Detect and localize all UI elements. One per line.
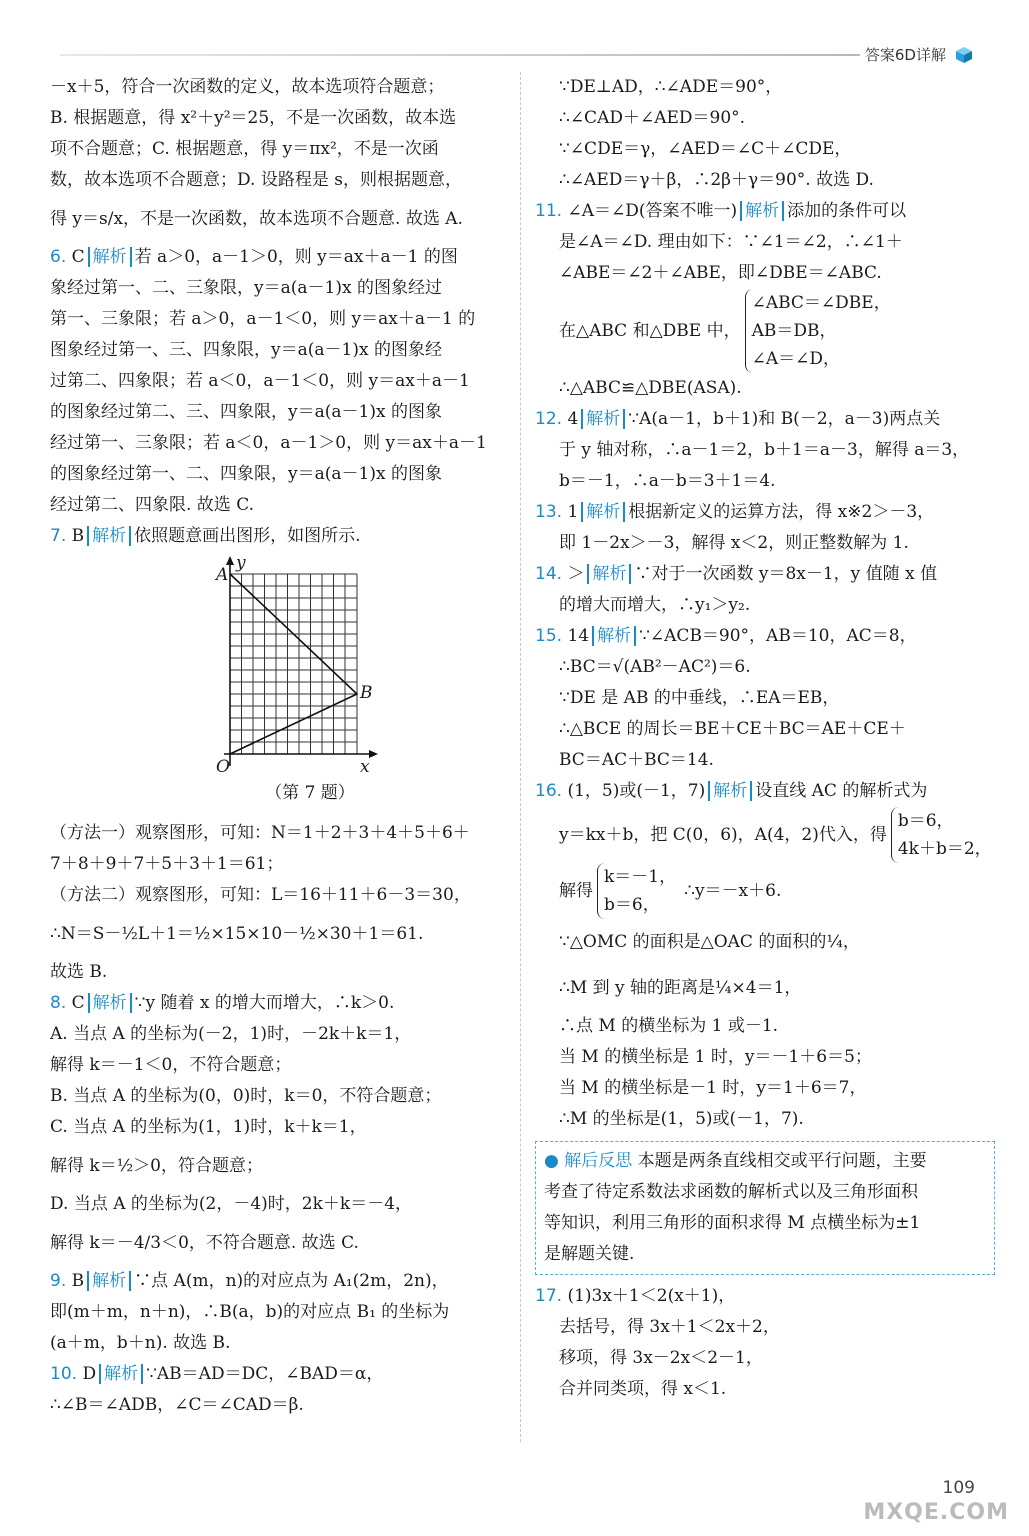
- watermark: MXQE.COM: [863, 1500, 1009, 1525]
- question-number: 11.: [535, 201, 563, 221]
- text-line: B. 当点 A 的坐标为(0，0)时，k＝0，不符合题意；: [50, 1086, 442, 1106]
- label-y: y: [236, 553, 246, 573]
- question-13: [535, 497, 995, 528]
- analysis-tag: 解析: [581, 409, 625, 429]
- question-8: [50, 988, 512, 1019]
- text-line: 的图象经过第二、三、四象限，y＝a(a－1)x 的图象: [50, 402, 442, 422]
- text-line: 项不合题意；C. 根据题意，得 y＝πx²，不是一次函: [50, 139, 439, 159]
- answer: D: [82, 1364, 97, 1384]
- text: ∵A(a－1，b＋1)和 B(－2，a－3)两点关: [628, 409, 941, 429]
- question-15: [535, 621, 995, 652]
- text-line: 当 M 的横坐标是－1 时，y＝1＋6＝7，: [559, 1078, 867, 1098]
- text-line: BC＝AC＋BC＝14.: [559, 750, 714, 770]
- system-brace: [745, 289, 891, 373]
- header-rule: [60, 54, 860, 56]
- question-number: 7.: [50, 526, 67, 546]
- text: ∵∠ACB＝90°，AB＝10，AC＝8，: [639, 626, 917, 646]
- text-line: 合并同类项，得 x＜1.: [559, 1379, 727, 1399]
- eq: AB＝DB，: [751, 321, 837, 341]
- text-line: 7＋8＋9＋7＋5＋3＋1＝61；: [50, 854, 284, 874]
- analysis-tag: 解析: [592, 626, 636, 646]
- text: y＝kx＋b，把 C(0，6)，A(4，2)代入，得: [559, 824, 887, 845]
- text-line: 数，故本选项不合题意；D. 设路程是 s，则根据题意，: [50, 170, 462, 190]
- grid-figure: [210, 556, 550, 796]
- text-line: 解得 k＝－4/3＜0，不符合题意. 故选 C.: [50, 1233, 359, 1253]
- text-line: ∴△BCE 的周长＝BE＋CE＋BC＝AE＋CE＋: [559, 719, 906, 739]
- analysis-tag: 解析: [87, 526, 131, 546]
- text-line: 过第二、四象限；若 a＜0，a－1＜0，则 y＝ax＋a－1: [50, 371, 470, 391]
- text-line: ∵△OMC 的面积是△OAC 的面积的¼，: [559, 932, 860, 952]
- question-number: 6.: [50, 247, 67, 267]
- text: 本题是两条直线相交或平行问题，主要: [637, 1151, 927, 1171]
- text-line: ∴△ABC≌△DBE(ASA).: [559, 378, 742, 398]
- eq: 4k＋b＝2，: [897, 839, 992, 859]
- figure-q7: [50, 553, 512, 818]
- question-14: [535, 559, 995, 590]
- text-line: 得 y＝s/x，不是一次函数，故本选项不合题意. 故选 A.: [50, 209, 463, 229]
- question-17: [535, 1281, 995, 1312]
- text-line: C. 当点 A 的坐标为(1，1)时，k＋k＝1，: [50, 1117, 367, 1137]
- equation-system: [535, 863, 995, 919]
- text: 在△ABC 和△DBE 中，: [559, 320, 741, 341]
- text-line: 经过第二、四象限. 故选 C.: [50, 495, 255, 515]
- reflection-heading: ● 解后反思: [544, 1151, 633, 1171]
- answer: 14: [567, 626, 590, 646]
- analysis-tag: 解析: [581, 502, 625, 522]
- question-number: 14.: [535, 564, 563, 584]
- cube-icon: [954, 45, 974, 65]
- text: (1)3x＋1＜2(x＋1)，: [567, 1286, 736, 1306]
- question-11: [535, 196, 995, 227]
- question-10: [50, 1359, 512, 1390]
- text-line: 第一、三象限；若 a＞0，a－1＜0，则 y＝ax＋a－1 的: [50, 309, 476, 329]
- text: ∴y＝－x＋6.: [684, 880, 782, 901]
- answer: C: [71, 993, 85, 1013]
- question-12: [535, 404, 995, 435]
- question-number: 16.: [535, 781, 563, 801]
- text-line: ∴点 M 的横坐标为 1 或－1.: [559, 1016, 779, 1036]
- answer: C: [71, 247, 85, 267]
- analysis-tag: 解析: [88, 247, 132, 267]
- text: ∵y 随着 x 的增大而增大，∴k＞0.: [134, 993, 395, 1013]
- text: 若 a＞0，a－1＞0，则 y＝ax＋a－1 的图: [134, 247, 458, 267]
- question-6: [50, 242, 512, 273]
- text-line: ∵∠CDE＝γ，∠AED＝∠C＋∠CDE，: [559, 139, 852, 159]
- right-column: [535, 72, 995, 1405]
- analysis-tag: 解析: [88, 993, 132, 1013]
- analysis-tag: 解析: [87, 1271, 131, 1291]
- text-line: 经过第一、三象限；若 a＜0，a－1＞0，则 y＝ax＋a－1: [50, 433, 487, 453]
- text: 解得: [559, 880, 593, 901]
- question-number: 12.: [535, 409, 563, 429]
- answer: ＞: [567, 564, 585, 584]
- text-line: 当 M 的横坐标是 1 时，y＝－1＋6＝5；: [559, 1047, 872, 1067]
- text-line: 即 1－2x＞－3，解得 x＜2，则正整数解为 1.: [559, 533, 909, 553]
- analysis-tag: 解析: [587, 564, 631, 584]
- question-16: [535, 776, 995, 807]
- left-column: [50, 72, 512, 1421]
- question-7: [50, 521, 512, 552]
- eq: b＝6，: [604, 895, 660, 915]
- answer: ∠A＝∠D(答案不唯一): [567, 201, 738, 221]
- text: 根据新定义的运算方法，得 x※2＞－3，: [628, 502, 935, 522]
- figure-caption: （第 7 题）: [265, 783, 355, 803]
- text-line: 故选 B.: [50, 962, 108, 982]
- question-number: 17.: [535, 1286, 563, 1306]
- text: ∵AB＝AD＝DC，∠BAD＝α，: [146, 1364, 384, 1384]
- text-line: ∠ABE＝∠2＋∠ABE，即∠DBE＝∠ABC.: [559, 263, 882, 283]
- text-line: ∴∠AED＝γ＋β，∴2β＋γ＝90°. 故选 D.: [559, 170, 874, 190]
- analysis-tag: 解析: [708, 781, 752, 801]
- page-number: 109: [942, 1478, 975, 1498]
- text-line: 的图象经过第一、二、四象限，y＝a(a－1)x 的图象: [50, 464, 442, 484]
- text-line: 图象经过第一、三、四象限，y＝a(a－1)x 的图象经: [50, 340, 442, 360]
- header-label: 答案6D详解: [864, 46, 946, 64]
- question-9: [50, 1266, 512, 1297]
- answer: 4: [567, 409, 579, 429]
- text-line: ∵DE⊥AD，∴∠ADE＝90°，: [559, 77, 783, 97]
- text: 添加的条件可以: [787, 201, 907, 221]
- text-line: 是解题关键.: [544, 1244, 635, 1264]
- question-number: 15.: [535, 626, 563, 646]
- text-line: 考查了待定系数法求函数的解析式以及三角形面积: [544, 1182, 918, 1202]
- text-line: ∴M 的坐标是(1，5)或(－1，7).: [559, 1109, 804, 1129]
- text-line: ∴N＝S－½L＋1＝½×15×10－½×30＋1＝61.: [50, 924, 424, 944]
- question-number: 9.: [50, 1271, 67, 1291]
- text-line: 是∠A＝∠D. 理由如下：∵∠1＝∠2，∴∠1＋: [559, 232, 903, 252]
- system-brace: [891, 807, 992, 863]
- eq: ∠A＝∠D，: [751, 349, 840, 369]
- eq: k＝－1，: [604, 867, 677, 887]
- answer: (1，5)或(－1，7): [567, 781, 706, 801]
- analysis-tag: 解析: [99, 1364, 143, 1384]
- text-line: D. 当点 A 的坐标为(2，－4)时，2k＋k＝－4，: [50, 1194, 413, 1214]
- text-line: [544, 1146, 986, 1177]
- text-line: 于 y 轴对称，∴a－1＝2，b＋1＝a－3，解得 a＝3，: [559, 440, 970, 460]
- text-line: (a＋m，b＋n). 故选 B.: [50, 1333, 231, 1353]
- page-header: [865, 44, 974, 65]
- text-line: 等知识，利用三角形的面积求得 M 点横坐标为±1: [544, 1213, 921, 1233]
- text: 设直线 AC 的解析式为: [755, 781, 928, 801]
- question-number: 13.: [535, 502, 563, 522]
- text-line: ∴∠B＝∠ADB，∠C＝∠CAD＝β.: [50, 1395, 304, 1415]
- text-line: B. 根据题意，得 x²＋y²＝25，不是一次函数，故本选: [50, 108, 457, 128]
- text-line: 象经过第一、二、三象限，y＝a(a－1)x 的图象经过: [50, 278, 442, 298]
- text: ∵点 A(m，n)的对应点为 A₁(2m，2n)，: [134, 1271, 449, 1291]
- text-line: ∴M 到 y 轴的距离是¼×4＝1，: [559, 978, 802, 998]
- analysis-tag: 解析: [740, 201, 784, 221]
- answer: B: [71, 1271, 85, 1291]
- text: ∵对于一次函数 y＝8x－1，y 值随 x 值: [634, 564, 938, 584]
- label-B: B: [360, 683, 373, 703]
- text-line: b＝－1，∴a－b＝3＋1＝4.: [559, 471, 776, 491]
- text-line: ∴∠CAD＋∠AED＝90°.: [559, 108, 746, 128]
- answer: 1: [567, 502, 579, 522]
- text-line: （方法一）观察图形，可知：N＝1＋2＋3＋4＋5＋6＋: [50, 823, 470, 843]
- eq: ∠ABC＝∠DBE，: [751, 293, 891, 313]
- text-line: A. 当点 A 的坐标为(－2，1)时，－2k＋k＝1，: [50, 1024, 412, 1044]
- label-O: O: [216, 757, 230, 777]
- label-A: A: [216, 565, 229, 585]
- text-line: 移项，得 3x－2x＜2－1，: [559, 1348, 763, 1368]
- text-line: ∴BC＝√(AB²－AC²)＝6.: [559, 657, 751, 677]
- text-line: （方法二）观察图形，可知：L＝16＋11＋6－3＝30，: [50, 885, 471, 905]
- equation-system: [535, 289, 995, 373]
- text-line: 即(m＋m，n＋n)，∴B(a，b)的对应点 B₁ 的坐标为: [50, 1302, 450, 1322]
- question-number: 10.: [50, 1364, 78, 1384]
- system-brace: [597, 863, 676, 919]
- eq: b＝6，: [897, 811, 954, 831]
- text: 依照题意画出图形，如图所示.: [134, 526, 361, 546]
- equation-system: [535, 807, 995, 863]
- reflection-box: [535, 1141, 995, 1275]
- text-line: 解得 k＝½＞0，符合题意；: [50, 1156, 263, 1176]
- text-line: －x＋5，符合一次函数的定义，故本选项符合题意；: [50, 77, 445, 97]
- text-line: 的增大而增大，∴y₁＞y₂.: [559, 595, 751, 615]
- answer: B: [71, 526, 85, 546]
- question-number: 8.: [50, 993, 67, 1013]
- text-line: 去括号，得 3x＋1＜2x＋2，: [559, 1317, 780, 1337]
- text-line: ∵DE 是 AB 的中垂线，∴EA＝EB，: [559, 688, 840, 708]
- text-line: 解得 k＝－1＜0，不符合题意；: [50, 1055, 292, 1075]
- label-x: x: [360, 757, 370, 777]
